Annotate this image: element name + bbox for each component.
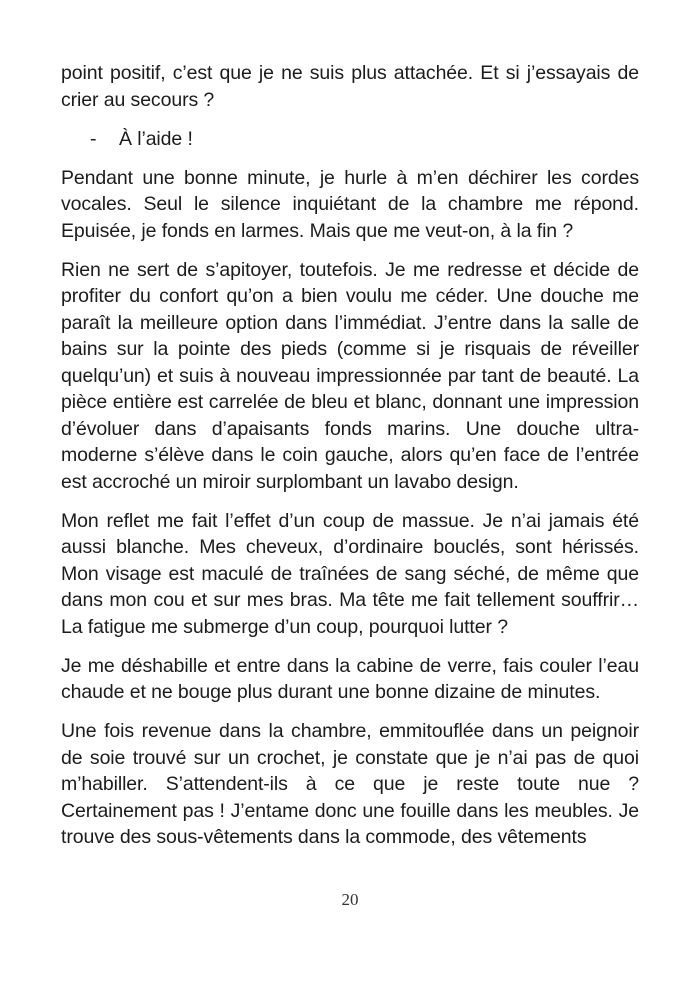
- paragraph-3: Rien ne sert de s’apitoyer, toutefois. Je me redresse et décide de profiter du confort qu’on a bien voulu me céder. Une douche me paraît la meilleure option dans l’immédiat. J’entre dans la salle de bains sur la pointe des pieds (comme si je risquais de réveiller quelqu’un) et suis à nouveau impressionnée par tant de beauté. La pièce entière est carrelée de bleu et blanc, donnant une impression d’évoluer dans d’apaisants fonds marins. Une douche ultra-moderne s’élève dans le coin gauche, alors qu’en face de l’entrée est accroché un miroir surplombant un lavabo design.: [61, 258, 639, 493]
- dialogue-line: [61, 126, 639, 153]
- dialogue-text: À l’aide !: [119, 127, 193, 150]
- paragraph-1: point positif, c’est que je ne suis plus attachée. Et si j’essayais de crier au secours ?: [61, 62, 639, 111]
- paragraph-6: Une fois revenue dans la chambre, emmitouflée dans un peignoir de soie trouvé sur un crochet, je constate que je n’ai pas de quoi m’habiller. S’attendent-ils à ce que je reste toute nue ? Certainement pas ! J’entame donc une fouille dans les meubles. Je trouve des sous-vêtements dans la commode, des vêtements: [61, 720, 639, 848]
- paragraph-4: Mon reflet me fait l’effet d’un coup de massue. Je n’ai jamais été aussi blanche. Mes cheveux, d’ordinaire bouclés, sont hérissés. Mon visage est maculé de traînées de sang séché, de même que dans mon cou et sur mes bras. Ma tête me fait tellement souffrir… La fatigue me submerge d’un coup, pourquoi lutter ?: [61, 509, 639, 638]
- dialogue-dash: -: [90, 127, 97, 150]
- paragraph-2: Pendant une bonne minute, je hurle à m’en déchirer les cordes vocales. Seul le silence inquiétant de la chambre me répond. Epuisée, je fonds en larmes. Mais que me veut-on, à la fin ?: [61, 166, 639, 242]
- body-text: [61, 60, 639, 863]
- paragraph-5: Je me déshabille et entre dans la cabine de verre, fais couler l’eau chaude et ne bouge plus durant une bonne dizaine de minutes.: [61, 654, 639, 703]
- page-number: 20: [341, 890, 359, 909]
